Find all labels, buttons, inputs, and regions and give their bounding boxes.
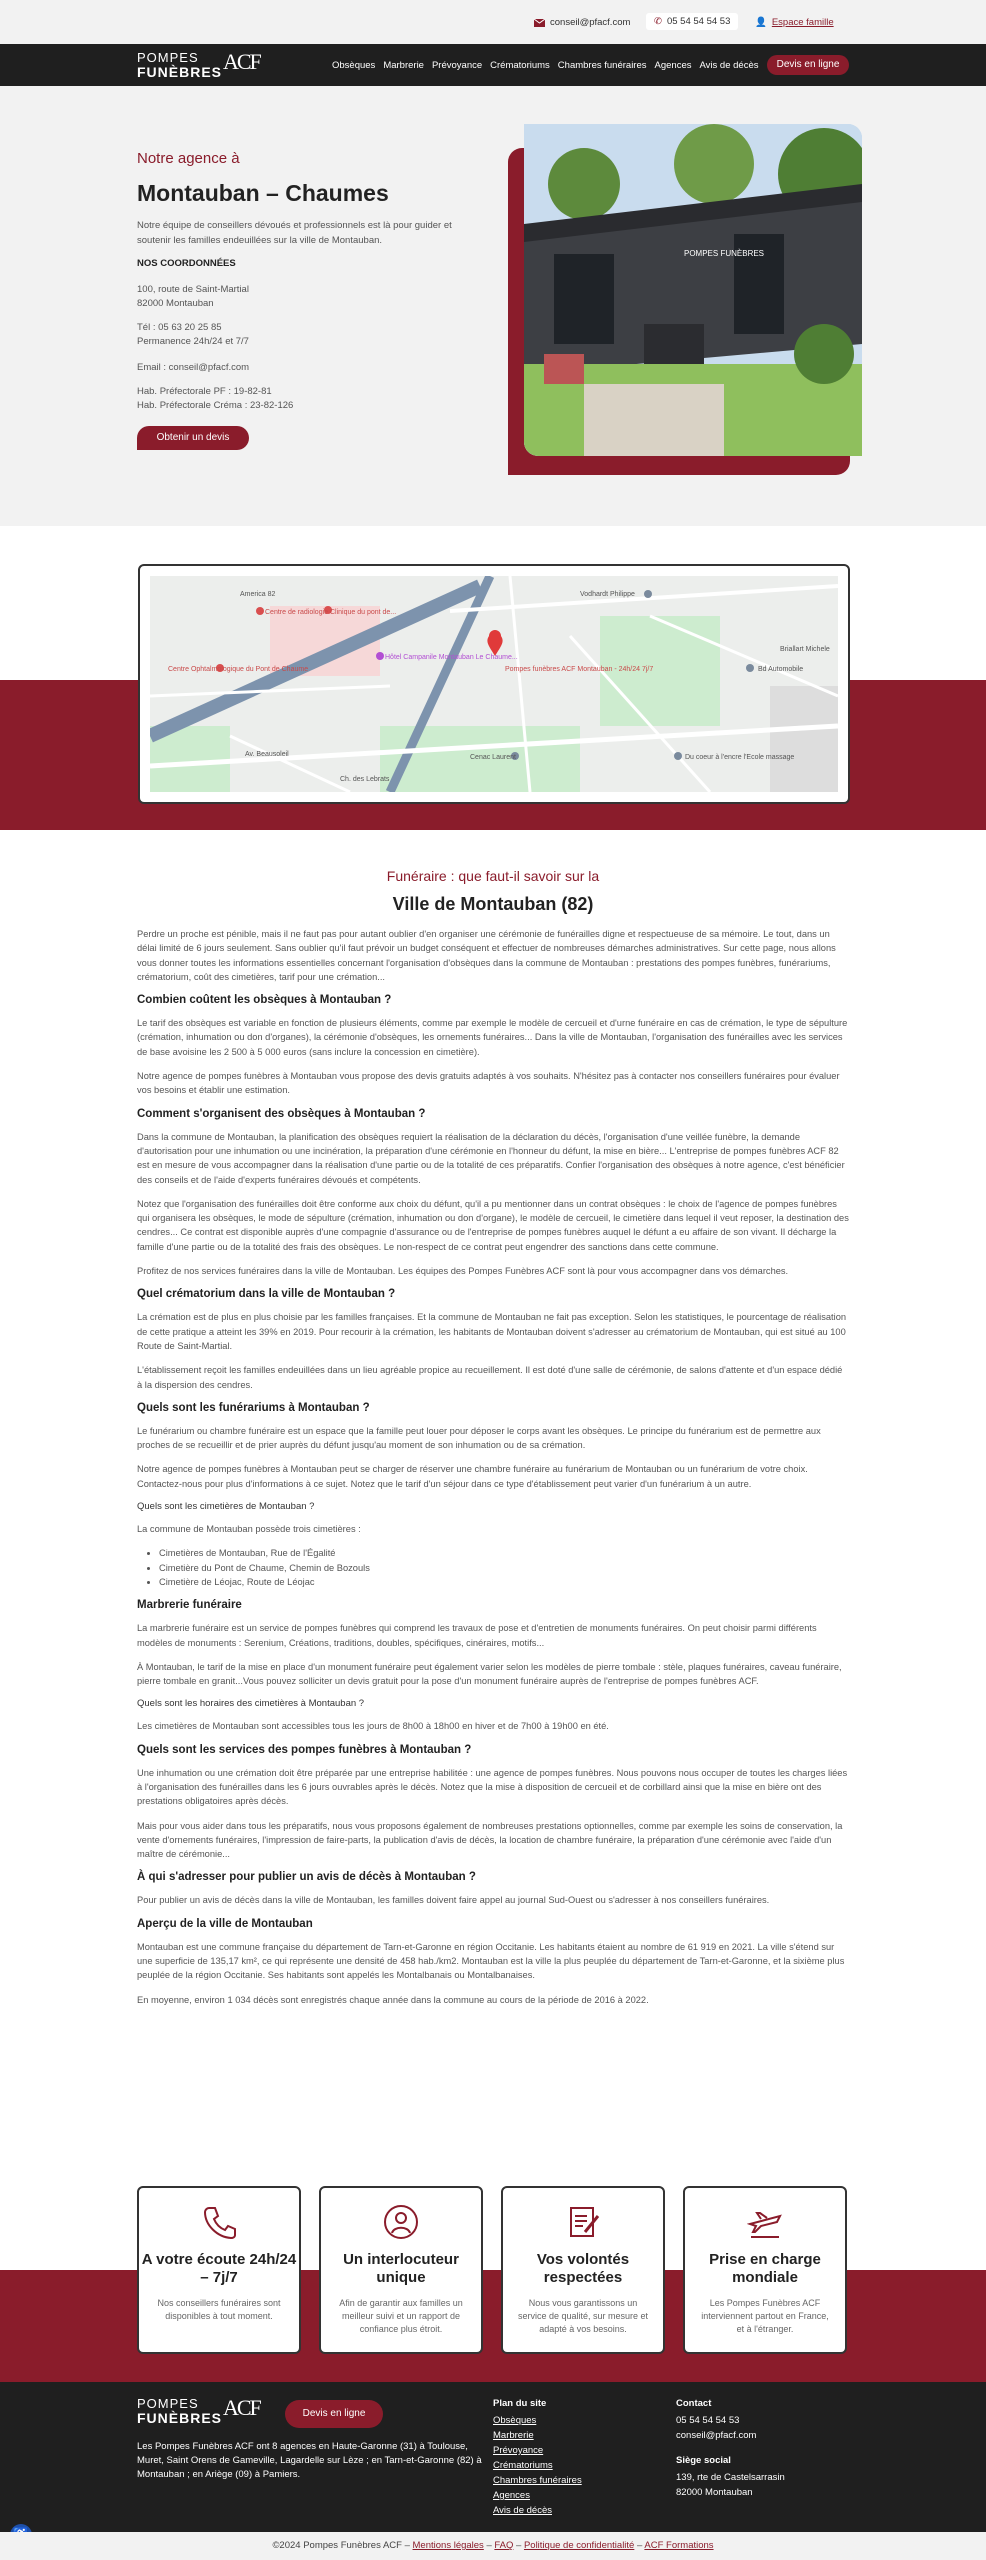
topbar-email[interactable] [534,17,630,28]
siege-title: Siège social [676,2455,731,2466]
agency-photo [524,124,862,456]
agency-email[interactable]: Email : conseil@pfacf.com [137,362,250,373]
siege-address-line2: 82000 Montauban [676,2487,753,2498]
logo-line2: FUNÈBRES [137,64,223,80]
siege-address-line1: 139, rte de Castelsarrasin [676,2472,785,2483]
content-paragraph: En moyenne, environ 1 034 décès sont enregistrés chaque année dans la commune au cours de la période de 2016 à 2022. [137,1994,649,2005]
content-title: Ville de Montauban (82) [392,894,594,914]
content-paragraph: Notez que l'organisation des funérailles doit être conforme aux choix du défunt, qu'il a pu mentionner dans un contrat obsèques : le choix de l'agence de pompes funèbres qui organisera les obsèques, le mode de sépulture (crémation, inhumation ou don d'organe), le modèle de cercueil, le cimetière dans lequel il veut reposer, la destination des cendres... Ce contrat est disponible auprès d'une compagnie d'assurance ou de l'entreprise de pompes funèbres auquel le défunt a eu affaire de son vivant. Il décharge la famille d'une partie ou de la totalité des frais des obsèques. Le non-respect de ce contrat peut engendrer des sanctions dans cette commune. [137,1198,849,1252]
nav-quote-button[interactable]: Devis en ligne [767,55,849,75]
feature-card [319,2186,483,2354]
section-heading: Combien coûtent les obsèques à Montauban ? [137,994,392,1007]
main-nav [0,44,986,86]
content-paragraph: À Montauban, le tarif de la mise en place d'un monument funéraire peut également varier selon les modèles de pierre tombale : stèle, plaques funéraires, caveau funéraire, pierre tombale en granit...Vous pouvez solliciter un devis gratuit pour la pose d'un monument funéraire auprès de l'entreprise de pompes funèbres ACF. [137,1661,842,1687]
feature-card [501,2186,665,2354]
map-embed[interactable] [150,576,838,792]
building-sign: POMPES FUNÈBRES [684,249,765,258]
map-label-coeur: Du coeur à l'encre l'Ecole massage [685,754,795,761]
nav-item-agences[interactable]: Agences [654,60,692,71]
bottom-bar: ©2024 Pompes Funèbres ACF – Mentions légales – FAQ – Politique de confidentialité – ACF Formations [0,2532,986,2560]
section-heading: Quels sont les horaires des cimetières à Montauban ? [137,1698,365,1710]
footer-contact [676,2396,785,2500]
map-label-automobile: Bd Automobile [758,666,804,673]
map-illustration [150,576,838,792]
footer-quote-button[interactable]: Devis en ligne [285,2400,383,2428]
feature-card [137,2186,301,2354]
nav-item-avis[interactable]: Avis de décès [699,60,759,71]
content-paragraph: L'établissement reçoit les familles endeuillées dans un lieu agréable propice au recueillement. Il est doté d'une salle de cérémonie, de salons d'attente et d'un espace dédié à la dispersion des cendres. [137,1365,843,1390]
nav-item-prevoyance[interactable]: Prévoyance [431,60,483,71]
feature-text: Nous vous garantissons un service de qualité, sur mesure et adapté à vos besoins. [517,2298,649,2334]
plane-icon [747,2204,783,2240]
content-paragraph: Mais pour vous aider dans tous les préparatifs, nous vous proposons également de nombreuses prestations optionnelles, comme par exemple les soins de conservation, la vente d'ornements funéraires, l'impression de faire-parts, la publication d'avis de décès, la location de chambre funéraire, la préparation d'une cérémonie avec l'aide d'un maître de cérémonie... [137,1820,843,1860]
sitemap-title: Plan du site [493,2398,547,2409]
content-subtitle: Funéraire : que faut-il savoir sur la [386,868,600,884]
legal-link[interactable]: Mentions légales [412,2540,484,2551]
map-label-america: America 82 [240,591,276,598]
map-card [138,564,850,804]
map-label-vodhardt: Vodhardt Philippe [580,591,635,598]
sitemap-link-crematoriums[interactable]: Crématoriums [493,2460,553,2471]
mail-icon [534,19,545,27]
footer [0,2382,986,2532]
content-paragraph: Les cimetières de Montauban sont accessibles tous les jours de 8h00 à 18h00 en hiver et de 7h00 à 19h00 en été. [137,1721,609,1732]
person-icon [383,2204,419,2240]
get-quote-button[interactable]: Obtenir un devis [137,426,249,450]
logo-line1: POMPES [137,50,199,65]
hero-subtitle: Notre agence à [137,150,240,167]
feature-title: A votre écoute 24h/24 – 7j/7 [141,2251,297,2286]
topbar-phone-text: 05 54 54 54 53 [666,16,731,27]
feature-title: Prise en charge mondiale [709,2251,821,2286]
content-paragraph: La marbrerie funéraire est un service de pompes funèbres qui comprend les travaux de pose et d'entretien de monuments funéraires. On peut choisir parmi différents modèles de monuments : Serenium, Créations, traditions, doubles, spécifiques, cinéraires, motifs... [137,1623,817,1648]
footer-logo-line2: FUNÈBRES [137,2410,223,2426]
content-paragraph: Le tarif des obsèques est variable en fonction de plusieurs éléments, comme par exemple le modèle de cercueil et d'urne funéraire en cas de crémation, le type de sépulture (crémation, inhumation ou don d'organes), la cérémonie d'obsèques, les ornements funéraires... Dans la ville de Montauban, l'organisation des funérailles avec les services de base avoisine les 2 500 à 5 000 euros (sans inclure la concession en cimetière). [137,1018,848,1057]
nav-item-crematoriums[interactable]: Crématoriums [490,60,550,71]
footer-logo[interactable] [137,2396,277,2428]
footer-logo-mark: ACF [223,2395,260,2420]
agency-permanence: Permanence 24h/24 et 7/7 [137,336,249,347]
footer-phone[interactable]: 05 54 54 54 53 [676,2415,740,2426]
family-space-link[interactable] [755,17,834,28]
coords-title: NOS COORDONNÉES [137,258,236,269]
feature-text: Les Pompes Funèbres ACF interviennent partout en France, et à l'étranger. [701,2298,829,2334]
sitemap-link-avis[interactable]: Avis de décès [493,2505,552,2516]
content-paragraph: Le funérarium ou chambre funéraire est un espace que la famille peut louer pour déposer le corps avant les obsèques. Le principe du funérarium est de permettre aux proches de se recueillir et de prier auprès du défunt jusqu'au moment de son inhumation ou de sa crémation. [137,1425,821,1451]
list-item: • Cimetières de Montauban, Rue de l'Égalité [159,1546,849,1560]
map-label-acf: Pompes funèbres ACF Montauban - 24h/24 7j/7 [505,666,654,673]
agency-phone[interactable]: Tél : 05 63 20 25 85 [137,322,222,333]
feature-text: Nos conseillers funéraires sont disponibles à tout moment. [157,2298,281,2321]
map-label-cenac: Cenac Laurent [470,754,516,761]
sitemap-link-prevoyance[interactable]: Prévoyance [493,2445,544,2456]
habilitation-pf: Hab. Préfectorale PF : 19-82-81 [137,386,272,397]
content-paragraph: Notre agence de pompes funèbres à Montauban vous propose des devis gratuits adaptés à vos souhaits. N'hésitez pas à contacter nos conseillers funéraires pour évaluer vos besoins et établir une estimation. [137,1071,840,1096]
family-space-text: Espace famille [771,17,834,28]
nav-item-chambres[interactable]: Chambres funéraires [557,60,647,71]
map-label-beausoleil: Av. Beausoleil [245,751,289,758]
section-heading: Quels sont les funérariums à Montauban ? [137,1401,370,1414]
map-label-radiology: Centre de radiologie Clinique du pont de... [265,609,397,616]
sitemap-link-obseques[interactable]: Obsèques [493,2415,537,2426]
content-blocks [137,927,849,2007]
section-heading: Aperçu de la ville de Montauban [137,1917,313,1930]
section-heading: Comment s'organisent des obsèques à Montauban ? [137,1107,426,1120]
content-paragraph: Profitez de nos services funéraires dans la ville de Montauban. Les équipes des Pompes Funèbres ACF sont là pour vous accompagner dans vos démarches. [137,1266,789,1277]
section-heading: Marbrerie funéraire [137,1599,242,1612]
phone-icon: ✆ [654,16,662,27]
content-paragraph: Une inhumation ou une crémation doit être préparée par une entreprise habilitée : une agence de pompes funèbres. Nous pouvons nous occuper de toutes les charges liées à l'organisation des funérailles dans les 6 jours ouvrables après le décès. Notez que la mise à disposition de cercueil et de corbillard ainsi que la mise en bière ont des prestations obligatoires après décès. [137,1767,848,1807]
footer-email[interactable]: conseil@pfacf.com [676,2430,757,2441]
section-heading: Quels sont les services des pompes funèbres à Montauban ? [137,1743,472,1756]
content-paragraph: Pour publier un avis de décès dans la ville de Montauban, les familles doivent faire appel au journal Sud-Ouest ou s'adresser à nos conseillers funéraires. [137,1895,770,1906]
privacy-link[interactable]: Politique de confidentialité [523,2540,635,2551]
feature-card [683,2186,847,2354]
feature-text: Afin de garantir aux familles un meilleur suivi et un rapport de confiance plus étroit. [339,2298,463,2334]
list-item: • Cimetière du Pont de Chaume, Chemin de Bozouls [159,1561,849,1575]
content-paragraph: Perdre un proche est pénible, mais il ne faut pas pour autant oublier d'en organiser une cérémonie de funérailles digne et respectueuse de sa mémoire. Le tout, dans un délai limité de 6 jours seulement. Sans oublier qu'il faut prévoir un budget conséquent et effectuer de nombreuses démarches administratives. Sur cette page, nous allons vous donner toutes les informations essentielles concernant l'organisation d'obsèques dans la commune de Montauban : prestations des pompes funèbres, funérariums, crématorium, coût des cimetières, tarif pour une crémation... [137,929,836,982]
map-label-lebrats: Ch. des Lebrats [340,776,390,783]
section-heading: Quel crématorium dans la ville de Montauban ? [137,1288,396,1301]
agency-building-illustration [524,124,862,456]
content-paragraph: La commune de Montauban possède trois cimetières : [137,1524,361,1535]
sitemap-link-marbrerie[interactable]: Marbrerie [493,2430,534,2441]
nav-item-obseques[interactable]: Obsèques [332,60,376,71]
cemetery-list [159,1546,849,1589]
sitemap-link-chambres[interactable]: Chambres funéraires [493,2475,582,2486]
sitemap-link-agences[interactable]: Agences [493,2490,530,2501]
topbar-email-text: conseil@pfacf.com [550,17,631,28]
hero-title: Montauban – Chaumes [137,180,389,206]
section-heading: À qui s'adresser pour publier un avis de décès à Montauban ? [137,1871,476,1884]
hero-intro: Notre équipe de conseillers dévoués et professionnels est là pour guider et soutenir les familles endeuillées sur la ville de Montauban. [137,220,452,246]
content-paragraph: Notre agence de pompes funèbres à Montauban peut se charger de réserver une chambre funéraire au funérarium de Montauban ou un funérarium de votre choix. Contactez-nous pour plus d'informations à ce sujet. Notez que le tarif d'un séjour dans ce type d'établissement peut varier d'un funérarium à un autre. [137,1464,808,1489]
content-paragraph: Montauban est une commune française du département de Tarn-et-Garonne en région Occitanie. Les habitants étaient au nombre de 61 919 en 2021. La ville s'étend sur une superficie de 135,17 km², ce qui représente une densité de 458 hab./km2. Montauban est la ville la plus peuplée du département de Tarn-et-Garonne, et la sixième plus peuplée de la région Occitanie. Ses habitants sont appelés les Montalbanais ou Montalbanaises. [137,1941,845,1981]
footer-logo-line1: POMPES [137,2396,199,2411]
logo[interactable] [137,50,277,82]
content-paragraph: La crémation est de plus en plus choisie par les familles françaises. Et la commune de Montauban ne fait pas exception. Selon les statistiques, le pourcentage de réalisation de cette pratique a atteint les 39% en 2019. Pour recourir à la crémation, les habitants de Montauban doivent s'adresser au crématorium de Montauban, qui est situé au 100 Route de Saint-Martial. [137,1312,847,1351]
address-line1: 100, route de Saint-Martial [137,284,249,295]
topbar-phone[interactable] [646,13,738,30]
user-icon: 👤 [755,17,767,28]
habilitation-crema: Hab. Préfectorale Crémа : 23-82-126 [137,400,294,411]
feature-title: Vos volontés respectées [536,2251,630,2286]
document-icon [565,2204,601,2240]
content-section [137,868,849,2017]
feature-title: Un interlocuteur unique [343,2251,459,2286]
section-heading: Quels sont les cimetières de Montauban ? [137,1501,315,1513]
phone-icon [201,2204,237,2240]
nav-item-marbrerie[interactable]: Marbrerie [383,60,424,71]
address-line2: 82000 Montauban [137,298,214,309]
training-link[interactable]: ACF Formations [644,2540,714,2551]
map-label-briallart: Briallart Michele [780,646,830,653]
copyright: ©2024 Pompes Funèbres ACF – [272,2540,410,2551]
footer-sitemap [493,2396,582,2518]
logo-mark: ACF [223,49,260,74]
map-label-ophtalmo: Centre Ophtalmologique du Pont de Chaume [168,666,309,673]
map-label-hotel: Hôtel Campanile Montauban Le Chaume... [385,654,518,661]
list-item: • Cimetière de Léojac, Route de Léojac [159,1575,849,1589]
faq-link[interactable]: FAQ [494,2540,514,2551]
nav-menu [332,60,758,71]
footer-description: Les Pompes Funèbres ACF ont 8 agences en Haute-Garonne (31) à Toulouse, Muret, Saint Orens de Gameville, Lagardelle sur Lèze ; en Tarn-et-Garonne (82) à Montauban ; en Ariège (09) à Pamiers. [137,2441,482,2480]
content-paragraph: Dans la commune de Montauban, la planification des obsèques requiert la réalisation de la déclaration du décès, l'organisation d'une veillée funèbre, la demande d'autorisation pour une inhumation ou une incinération, la préparation d'une cérémonie en l'honneur du défunt, la mise en bière... L'entreprise de pompes funèbres ACF 82 est en mesure de vous accompagner dans la réalisation d'une partie ou de la totalité de ces préparatifs. Confier l'organisation des obsèques à notre agence, c'est bénéficier des conseils et de l'aide d'experts funéraires dévoués et compétents. [137,1131,845,1185]
top-bar [0,0,986,44]
contact-title: Contact [676,2398,712,2409]
